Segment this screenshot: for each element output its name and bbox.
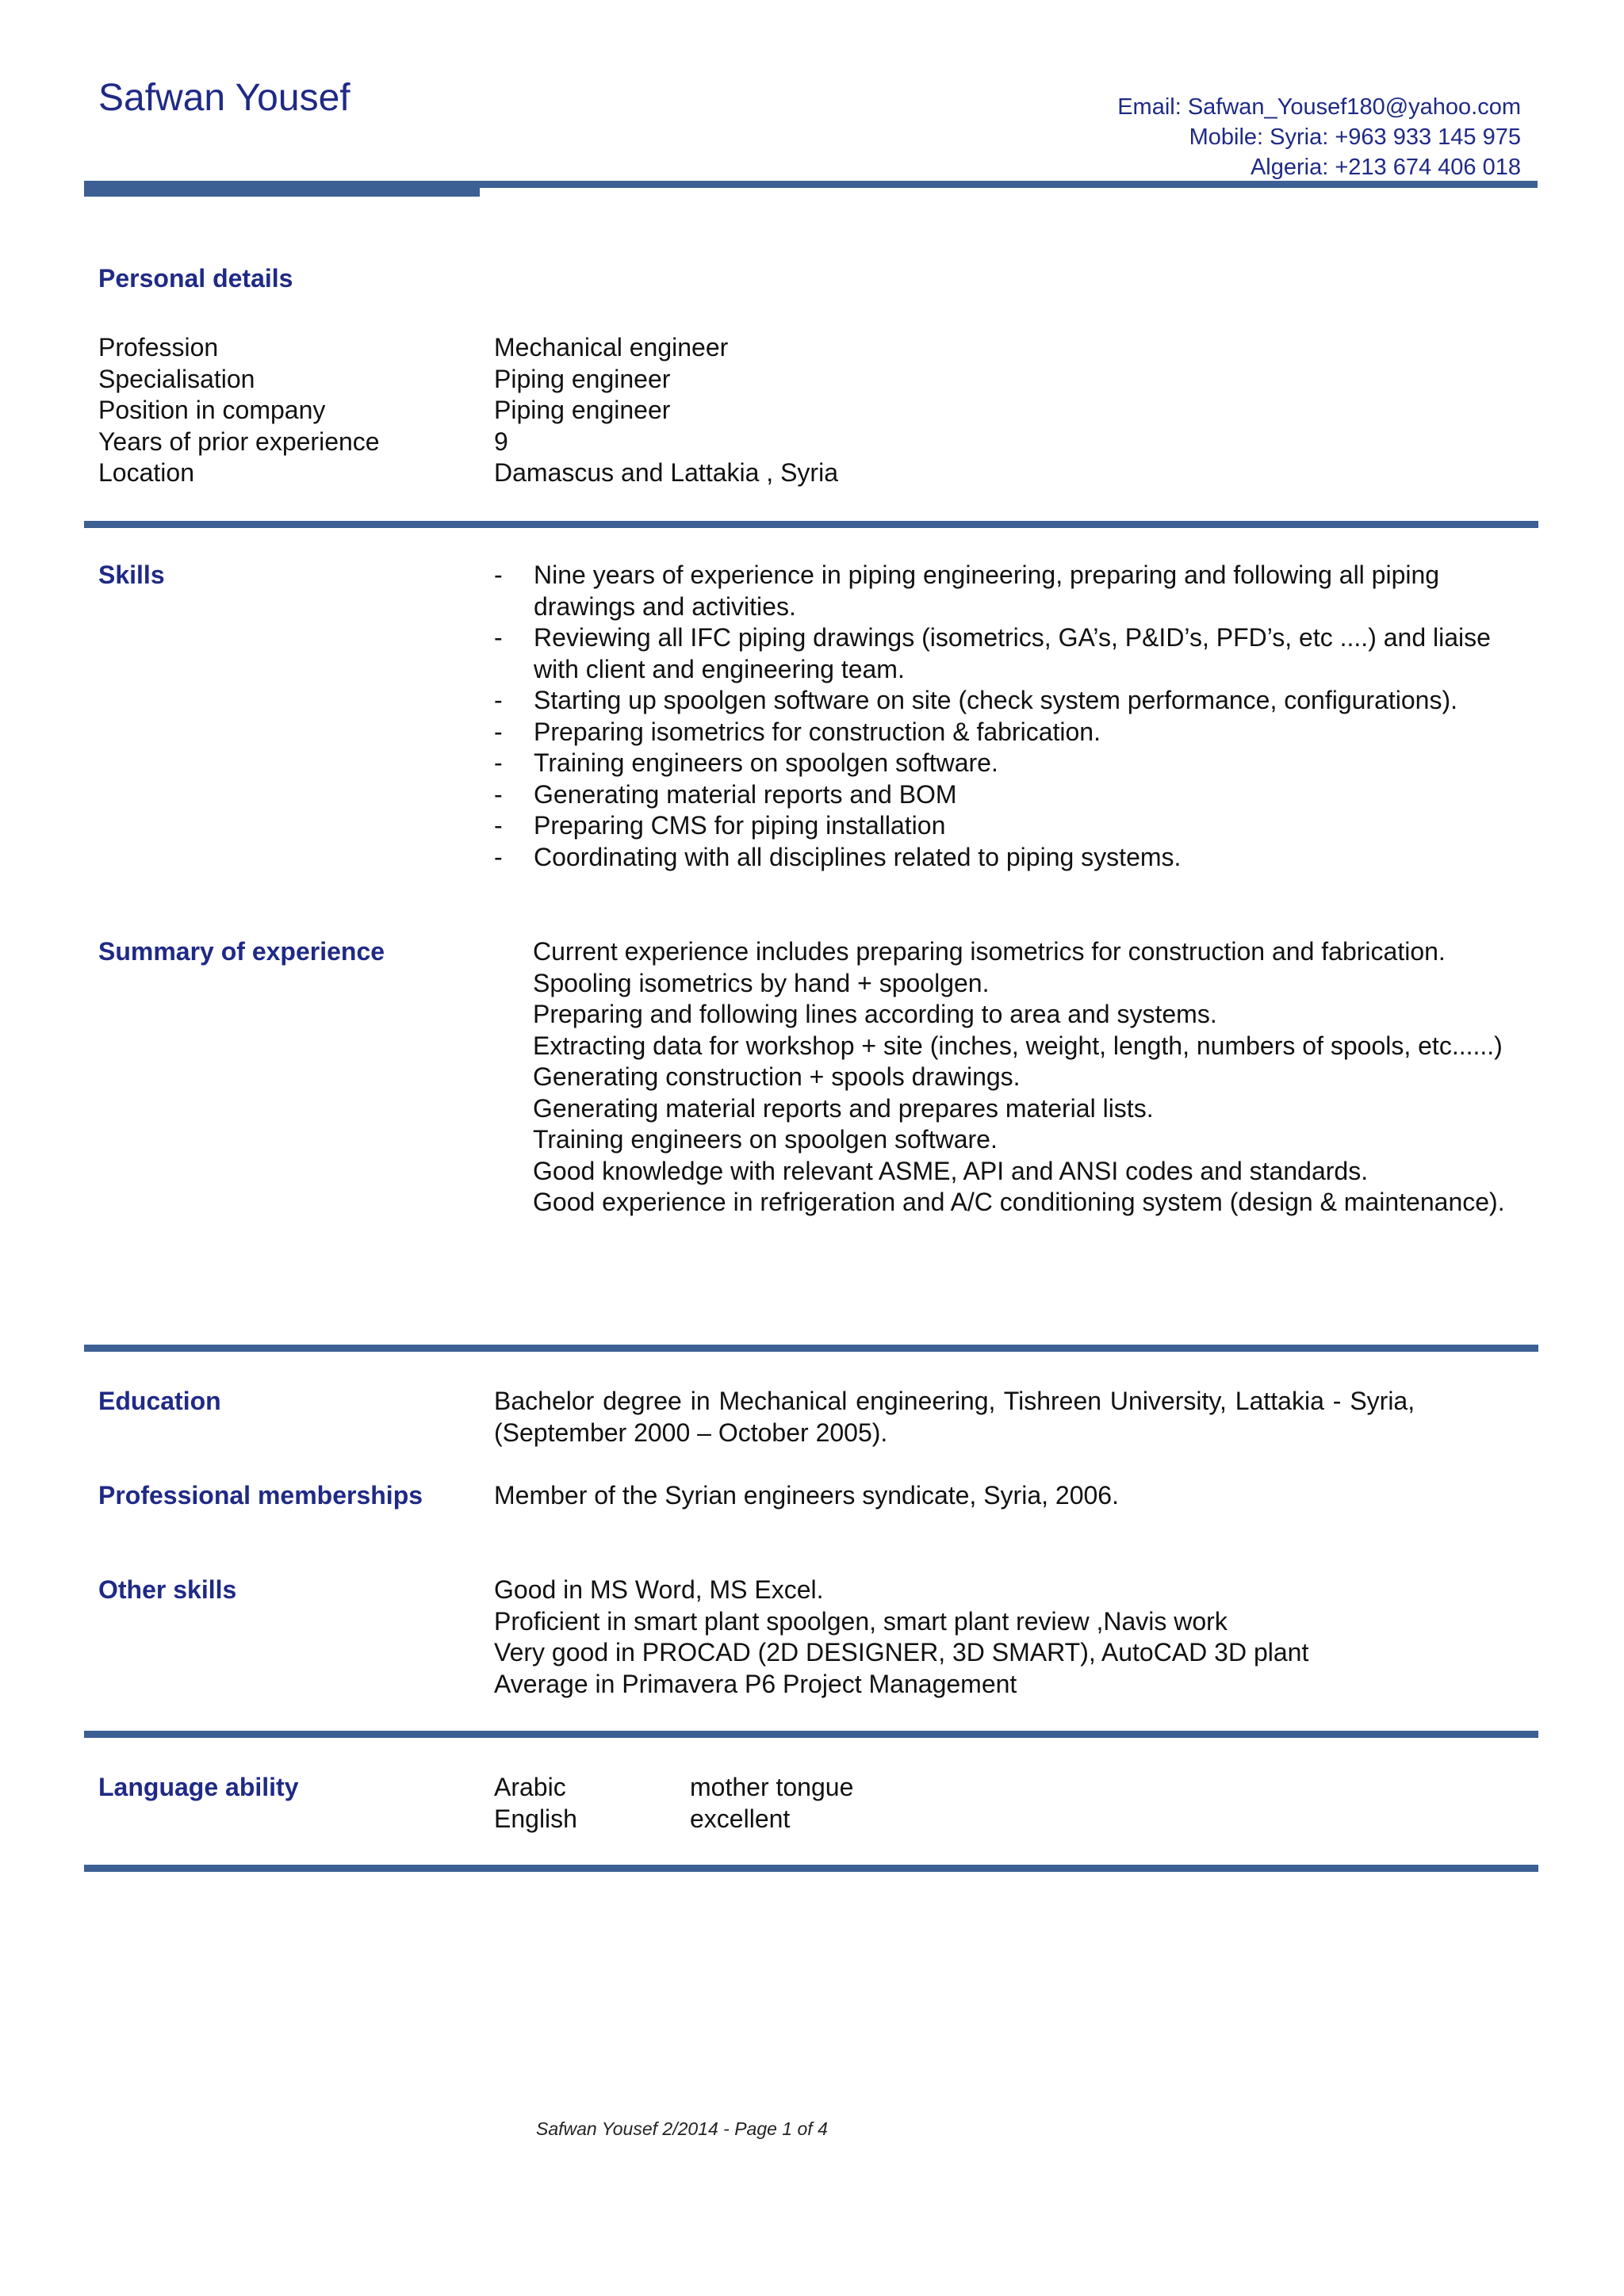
other-skills-heading: Other skills: [98, 1575, 237, 1604]
summary-line: Training engineers on spoolgen software.: [533, 1125, 998, 1154]
other-skill-line: Proficient in smart plant spoolgen, smart plant review ,Navis work: [494, 1606, 1228, 1636]
list-item: [494, 810, 1525, 842]
language-level: mother tongue: [690, 1773, 854, 1801]
bullet-dash: -: [494, 779, 503, 809]
skill-text: Starting up spoolgen software on site (check system performance, configurations).: [534, 686, 1458, 714]
language-levels: [690, 1772, 853, 1835]
header-accent-bar: [84, 181, 480, 197]
bullet-dash: -: [494, 686, 503, 714]
position-label: Position in company: [98, 396, 326, 424]
email-line: Email: Safwan_Yousef180@yahoo.com: [1117, 94, 1521, 120]
contact-block: [887, 92, 1521, 182]
skill-text: Training engineers on spoolgen software.: [534, 748, 998, 777]
specialisation-value: Piping engineer: [494, 364, 671, 393]
other-skill-line: Average in Primavera P6 Project Management: [494, 1669, 1017, 1698]
skill-text: Coordinating with all disciplines related to piping systems.: [534, 842, 1182, 871]
memberships-text: Member of the Syrian engineers syndicate, Syria, 2006.: [494, 1481, 1119, 1510]
summary-line: Generating construction + spools drawings.: [533, 1062, 1021, 1091]
skill-text: Reviewing all IFC piping drawings (isometrics, GA’s, P&ID’s, PFD’s, etc ....) and liaise with client and engineering team.: [534, 623, 1491, 683]
skill-text: Preparing CMS for piping installation: [534, 811, 946, 840]
language-names: [494, 1772, 577, 1835]
skills-list: [494, 560, 1525, 873]
list-item: [494, 842, 1525, 874]
section-divider: [84, 1865, 1538, 1872]
other-skill-line: Very good in PROCAD (2D DESIGNER, 3D SMART), AutoCAD 3D plant: [494, 1638, 1309, 1667]
education-dates: (September 2000 – October 2005).: [494, 1418, 888, 1447]
section-divider: [84, 1345, 1538, 1352]
header-rule: [480, 181, 1538, 188]
language-heading: Language ability: [98, 1773, 299, 1801]
list-item: [494, 622, 1525, 685]
summary-line: Good experience in refrigeration and A/C conditioning system (design & maintenance).: [533, 1188, 1505, 1216]
list-item: [494, 748, 1525, 779]
skills-heading: Skills: [98, 561, 165, 589]
summary-line: Preparing and following lines according to area and systems.: [533, 1000, 1217, 1028]
summary-line: Extracting data for workshop + site (inches, weight, length, numbers of spools, etc......): [533, 1031, 1503, 1060]
location-value: Damascus and Lattakia , Syria: [494, 458, 838, 487]
bullet-dash: -: [494, 717, 503, 746]
personal-values: [494, 332, 838, 489]
mobile-algeria-line: Algeria: +213 674 406 018: [1250, 155, 1521, 180]
personal-details-heading: Personal details: [98, 264, 293, 293]
summary-line: Current experience includes preparing isometrics for construction and fabrication.: [533, 937, 1446, 966]
skill-text: Generating material reports and BOM: [534, 779, 957, 809]
skill-text: Nine years of experience in piping engineering, preparing and following all piping drawings and activities.: [534, 561, 1440, 621]
other-skill-line: Good in MS Word, MS Excel.: [494, 1575, 824, 1604]
section-divider: [84, 1731, 1538, 1738]
language-name: English: [494, 1804, 577, 1833]
education-heading: Education: [98, 1387, 221, 1415]
specialisation-label: Specialisation: [98, 364, 255, 393]
section-divider: [84, 521, 1538, 528]
summary-line: Good knowledge with relevant ASME, API and ANSI codes and standards.: [533, 1156, 1369, 1185]
list-item: [494, 779, 1525, 811]
bullet-dash: -: [494, 623, 503, 652]
page-footer: Safwan Yousef 2/2014 - Page 1 of 4: [536, 2118, 828, 2139]
profession-label: Profession: [98, 333, 219, 362]
list-item: [494, 560, 1525, 622]
education-text: [494, 1386, 1525, 1448]
language-level: excellent: [690, 1804, 791, 1833]
language-name: Arabic: [494, 1773, 566, 1801]
list-item: [494, 717, 1525, 748]
years-label: Years of prior experience: [98, 427, 380, 456]
list-item: [494, 685, 1525, 717]
memberships-heading: Professional memberships: [98, 1481, 423, 1510]
bullet-dash: -: [494, 748, 503, 777]
skill-text: Preparing isometrics for construction & fabrication.: [534, 717, 1101, 746]
bullet-dash: -: [494, 842, 503, 871]
other-skills-list: [494, 1575, 1525, 1700]
candidate-name: Safwan Yousef: [98, 77, 350, 119]
bullet-dash: -: [494, 811, 503, 840]
years-value: 9: [494, 427, 508, 456]
summary-line: Generating material reports and prepares material lists.: [533, 1093, 1154, 1123]
location-label: Location: [98, 458, 194, 487]
bullet-dash: -: [494, 561, 503, 589]
summary-line: Spooling isometrics by hand + spoolgen.: [533, 968, 990, 997]
profession-value: Mechanical engineer: [494, 333, 729, 362]
mobile-syria-line: Mobile: Syria: +963 933 145 975: [1189, 124, 1521, 150]
position-value: Piping engineer: [494, 396, 671, 424]
summary-heading: Summary of experience: [98, 937, 385, 966]
summary-list: [533, 936, 1532, 1219]
education-degree: Bachelor degree in Mechanical engineering, Tishreen University, Lattakia - Syria,: [494, 1387, 1415, 1415]
personal-labels: [98, 332, 380, 489]
